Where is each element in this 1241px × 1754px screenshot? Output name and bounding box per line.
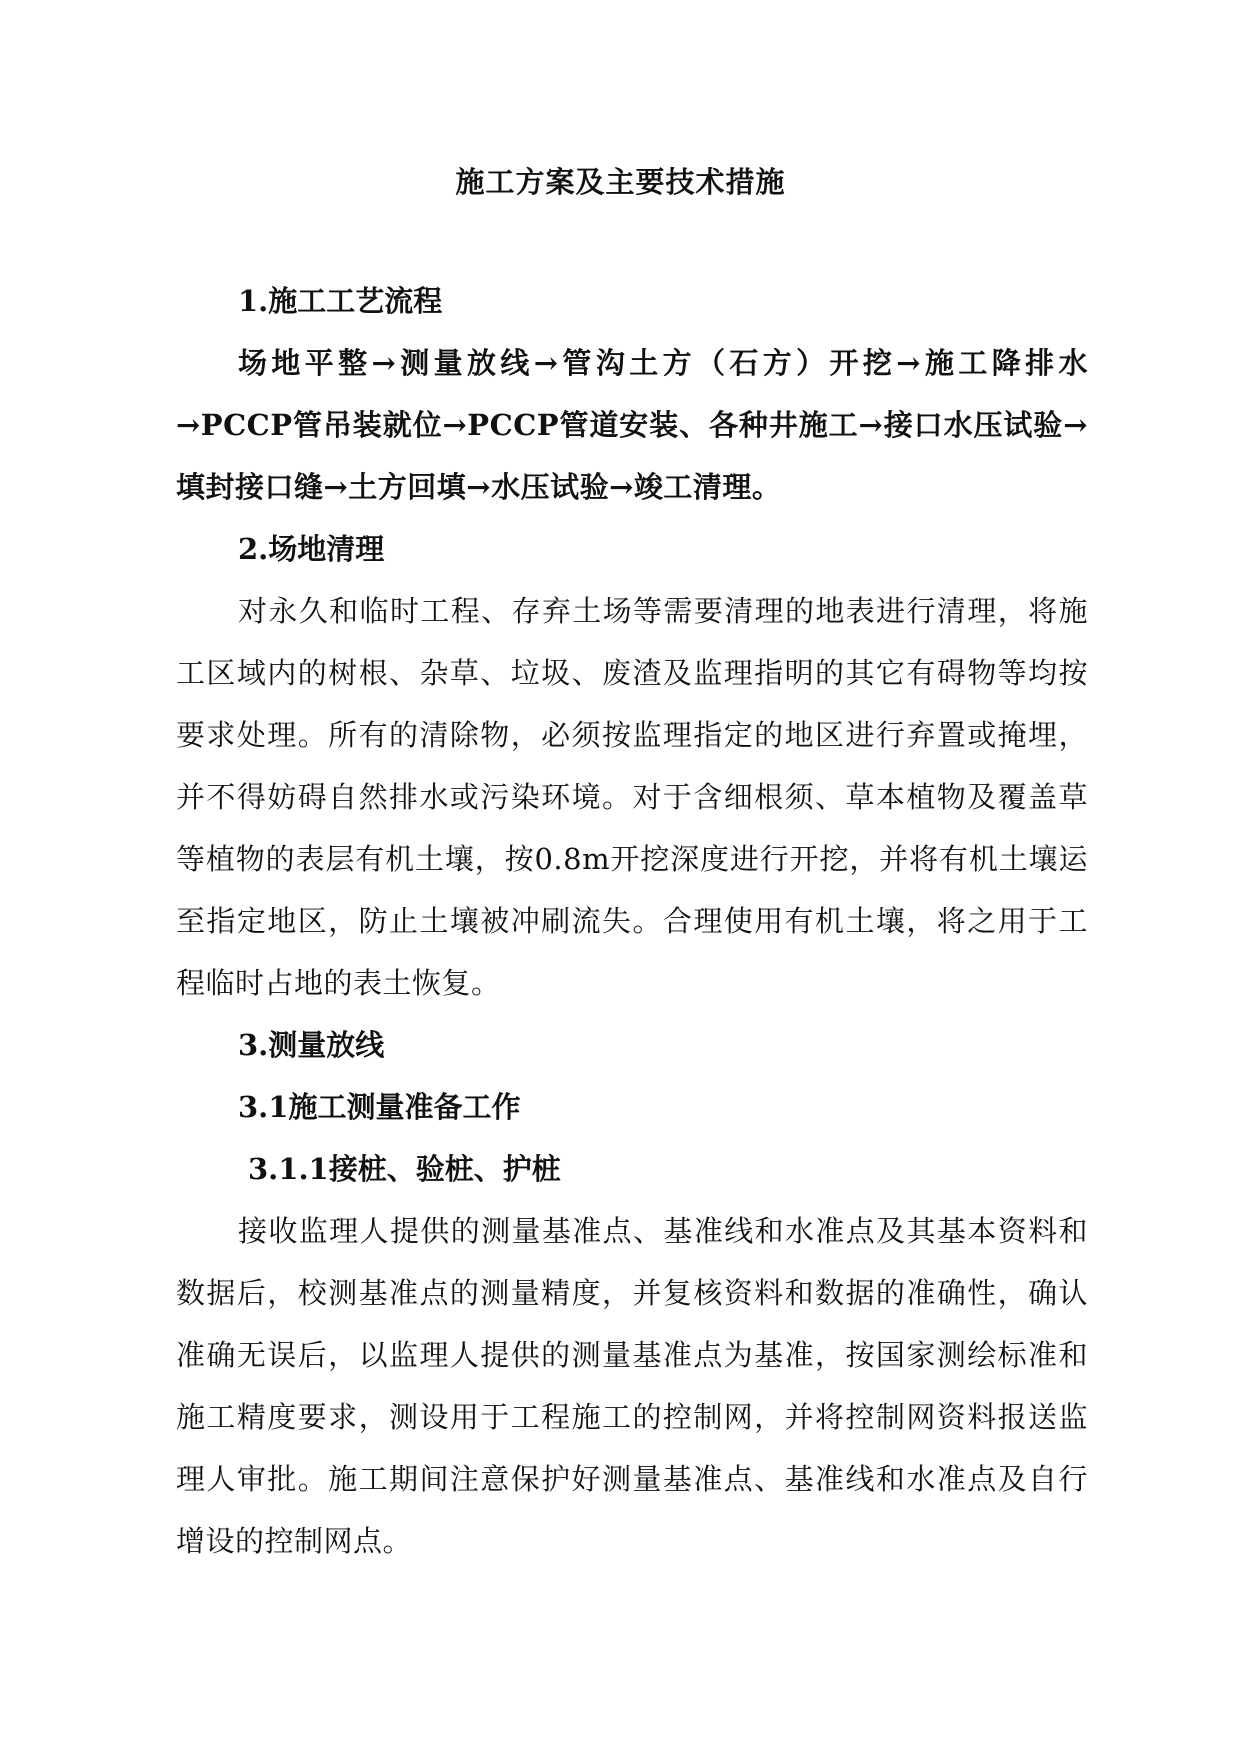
section-3-1-heading: 3.1施工测量准备工作 — [238, 1090, 521, 1124]
section-3-heading: 3.测量放线 — [238, 1028, 385, 1062]
section-3-1-1-heading: 3.1.1接桩、验桩、护桩 — [248, 1152, 561, 1186]
document-title: 施工方案及主要技术措施 — [455, 165, 786, 199]
section-1-heading: 1.施工工艺流程 — [238, 284, 443, 318]
section-2-paragraph: 对永久和临时工程、存弃土场等需要清理的地表进行清理，将施工区域内的树根、杂草、垃圾、废渣及监理指明的其它有碍物等均按要求处理。所有的清除物，必须按监理指定的地区进行弃置或掩埋，并不得妨碍自然排水或污染环境。对于含细根须、草本植物及覆盖草等植物的表层有机土壤，按0.8m开挖深度进行开挖，并将有机土壤运至指定地区，防止土壤被冲刷流失。合理使用有机土壤，将之用于工程临时占地的表土恢复。 — [176, 594, 1088, 1000]
section-3-1-1-paragraph: 接收监理人提供的测量基准点、基准线和水准点及其基本资料和数据后，校测基准点的测量精度，并复核资料和数据的准确性，确认准确无误后，以监理人提供的测量基准点为基准，按国家测绘标准和施工精度要求，测设用于工程施工的控制网，并将控制网资料报送监理人审批。施工期间注意保护好测量基准点、基准线和水准点及自行增设的控制网点。 — [176, 1214, 1088, 1558]
section-2-heading: 2.场地清理 — [238, 532, 385, 566]
document-body — [176, 270, 1088, 1572]
section-1-process-flow: 场地平整→测量放线→管沟土方（石方）开挖→施工降排水→PCCP管吊装就位→PCCP管道安装、各种井施工→接口水压试验→填封接口缝→土方回填→水压试验→竣工清理。 — [176, 346, 1088, 504]
